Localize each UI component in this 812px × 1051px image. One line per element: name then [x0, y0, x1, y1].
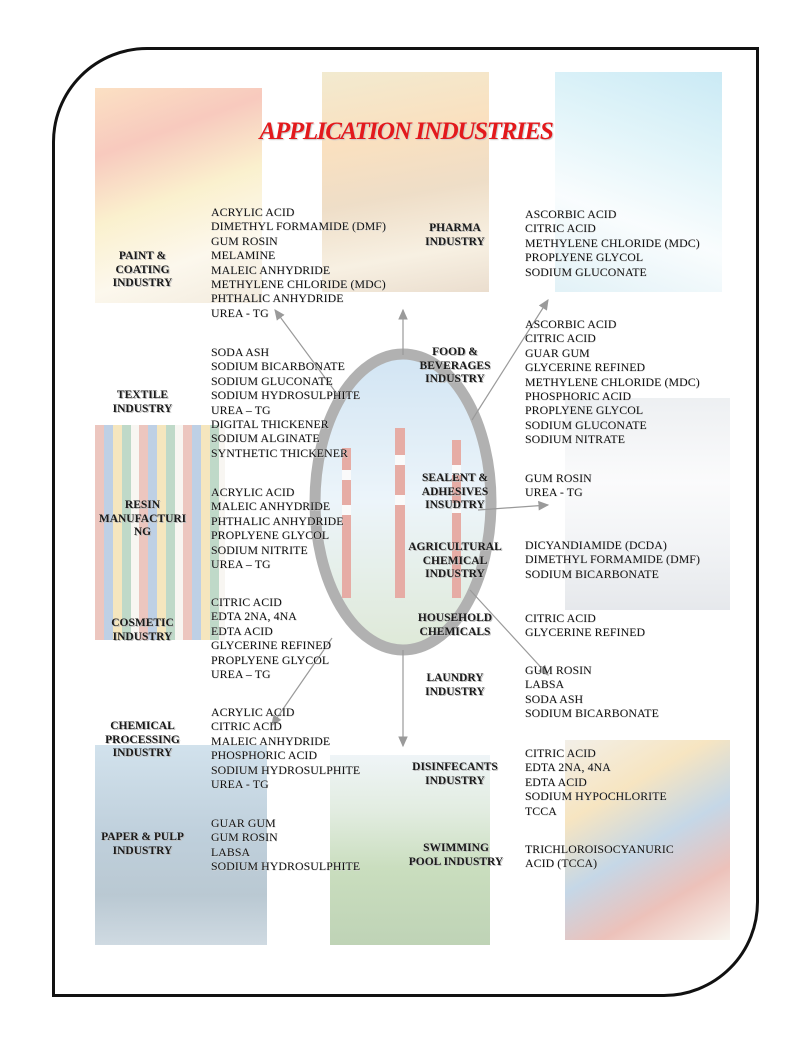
chemical-item: EDTA ACID [211, 623, 273, 638]
chemical-item: METHYLENE CHLORIDE (MDC) [525, 374, 700, 389]
industry-label-line: NG [133, 526, 152, 538]
chemical-list-household [525, 611, 645, 640]
industry-label-line: INDUSTRY [425, 373, 485, 385]
chemical-item: SODIUM BICARBONATE [211, 359, 345, 374]
chemical-list-laundry [525, 663, 659, 721]
chemical-item: ACID (TCCA) [525, 856, 598, 871]
chemical-item: ACRYLIC ACID [211, 205, 295, 219]
chemical-item: EDTA 2NA, 4NA [211, 609, 297, 624]
chemical-item: SODIUM ALGINATE [211, 431, 320, 446]
industry-label-line: INDUSTRY [112, 844, 173, 857]
chemical-item: SODA ASH [525, 691, 584, 706]
chemical-list-pharma [525, 207, 700, 279]
industry-label-line: SEALENT & [422, 472, 488, 484]
industry-label-line: INDUSTRY [112, 277, 173, 289]
chemical-item: PROPLYENE GLYCOL [525, 403, 644, 418]
industry-label-paint [95, 250, 190, 291]
chemical-item: CITRIC ACID [525, 331, 596, 346]
chemical-item: SODIUM HYDROSULPHITE [211, 388, 361, 403]
chemical-item: DICYANDIAMIDE (DCDA) [525, 538, 667, 552]
industry-label-paper-pulp [95, 831, 190, 858]
chemical-item: GUM ROSIN [211, 233, 278, 248]
chemical-item: SODIUM NITRATE [525, 432, 626, 447]
chemical-item: PROPLYENE GLYCOL [211, 652, 330, 667]
chemical-item: EDTA ACID [525, 774, 587, 789]
chemical-item: GLYCERINE REFINED [525, 360, 646, 375]
industry-label-resin [95, 499, 190, 540]
chemical-item: CITRIC ACID [525, 746, 596, 760]
chemical-item: GUM ROSIN [525, 663, 592, 677]
industry-label-line: CHEMICAL [422, 554, 488, 567]
chemical-item: PROPLYENE GLYCOL [211, 528, 330, 543]
chemical-list-chemical-processing [211, 705, 360, 791]
industry-label-line: POOL INDUSTRY [408, 855, 504, 868]
industry-label-line: RESIN [124, 499, 161, 511]
industry-label-line: BEVERAGES [419, 359, 491, 372]
chemical-item: LABSA [525, 677, 565, 692]
chemical-item: GUM ROSIN [211, 830, 278, 845]
chemical-item: GUM ROSIN [525, 471, 592, 485]
chemical-item: GUAR GUM [211, 816, 276, 830]
industry-label-line: INDUSTRY [112, 630, 173, 643]
chemical-item: ASCORBIC ACID [525, 317, 617, 331]
chemical-item: UREA – TG [211, 402, 271, 417]
industry-label-line: COSMETIC [111, 617, 174, 629]
industry-label-line: PHARMA [429, 222, 481, 234]
industry-label-line: SWIMMING [423, 842, 489, 854]
industry-label-line: INSUDTRY [425, 499, 485, 511]
chemical-item: SODIUM GLUCONATE [211, 373, 333, 388]
page-title: APPLICATION INDUSTRIES [259, 118, 553, 145]
industry-label-textile [95, 389, 190, 416]
industry-label-line: TEXTILE [116, 389, 169, 401]
chemical-item: CITRIC ACID [525, 611, 596, 625]
chemical-item: LABSA [211, 844, 251, 859]
chemical-item: SODA ASH [211, 345, 270, 359]
chemical-list-agricultural [525, 538, 700, 581]
chemical-item: SODIUM GLUCONATE [525, 417, 647, 432]
industry-label-line: INDUSTRY [112, 402, 173, 415]
chemical-item: ASCORBIC ACID [525, 207, 617, 221]
chemical-item: GUAR GUM [525, 345, 590, 360]
chemical-list-resin [211, 485, 344, 571]
industry-label-household [405, 612, 505, 639]
chemical-list-paint [211, 205, 386, 320]
chemical-item: CITRIC ACID [211, 719, 282, 734]
chemical-item: SODIUM NITRITE [211, 542, 308, 557]
industry-label-cosmetic [95, 617, 190, 644]
chemical-list-disinfectants [525, 746, 667, 818]
industry-label-line: INDUSTRY [425, 568, 485, 580]
chemical-item: PHTHALIC ANHYDRIDE [211, 291, 344, 306]
industry-label-food-beverages [405, 346, 505, 387]
chemical-item: ACRYLIC ACID [211, 485, 295, 499]
chemical-item: EDTA 2NA, 4NA [525, 760, 611, 775]
industry-label-line: PROCESSING [105, 733, 180, 746]
chemical-item: UREA - TG [525, 485, 583, 500]
industry-label-laundry [405, 672, 505, 699]
industry-label-chemical-processing [95, 720, 190, 761]
chemical-item: MELAMINE [211, 248, 276, 263]
industry-label-sealent-adhesives [405, 472, 505, 513]
industry-label-line: INDUSTRY [425, 774, 485, 787]
industry-label-pharma [405, 222, 505, 249]
chemical-item: MALEIC ANHYDRIDE [211, 733, 331, 748]
chemical-item: METHYLENE CHLORIDE (MDC) [525, 235, 700, 250]
chemical-list-cosmetic [211, 595, 331, 681]
industry-label-line: ADHESIVES [421, 485, 489, 498]
industry-label-line: DISINFECANTS [412, 761, 498, 773]
chemical-item: PHOSPHORIC ACID [525, 388, 632, 403]
chemical-item: TCCA [525, 803, 557, 818]
chemical-item: ACRYLIC ACID [211, 705, 295, 719]
industry-label-line: FOOD & [432, 346, 478, 358]
industry-label-agricultural [403, 541, 507, 582]
industry-label-line: HOUSEHOLD [417, 612, 493, 624]
chemical-item: PHTHALIC ANHYDRIDE [211, 513, 344, 528]
chemical-item: GLYCERINE REFINED [525, 625, 646, 640]
chemical-item: UREA - TG [211, 305, 269, 320]
industry-label-swimming-pool [400, 842, 512, 869]
industry-label-line: INDUSTRY [425, 685, 485, 698]
chemical-item: CITRIC ACID [525, 221, 596, 236]
chemical-item: PROPLYENE GLYCOL [525, 250, 644, 265]
chemical-item: SODIUM HYDROSULPHITE [211, 859, 361, 874]
chemical-item: MALEIC ANHYDRIDE [211, 262, 331, 277]
chemical-list-textile [211, 345, 360, 460]
chemical-item: SYNTHETIC THICKENER [211, 445, 349, 460]
chemical-item: SODIUM BICARBONATE [525, 706, 659, 721]
chemical-item: UREA – TG [211, 556, 271, 571]
chemical-item: SODIUM HYPOCHLORITE [525, 789, 667, 804]
industry-label-disinfectants [405, 761, 505, 788]
chemical-list-paper-pulp [211, 816, 360, 874]
industry-label-line: INDUSTRY [425, 235, 485, 248]
chemical-item: SODIUM HYDROSULPHITE [211, 762, 361, 777]
chemical-item: DIGITAL THICKENER [211, 416, 329, 431]
chemical-item: TRICHLOROISOCYANURIC [525, 842, 674, 856]
chemical-list-food-beverages [525, 317, 700, 447]
industry-label-line: LAUNDRY [426, 672, 484, 684]
chemical-item: MALEIC ANHYDRIDE [211, 499, 331, 514]
industry-label-line: COATING [115, 263, 170, 276]
chemical-item: GLYCERINE REFINED [211, 638, 332, 653]
industry-label-line: PAINT & [118, 250, 167, 262]
industry-label-line: CHEMICALS [419, 625, 491, 638]
chemical-item: DIMETHYL FORMAMIDE (DMF) [211, 219, 386, 234]
industry-label-line: CHEMICAL [110, 720, 175, 732]
industry-label-line: INDUSTRY [112, 747, 173, 759]
chemical-item: UREA – TG [211, 666, 271, 681]
chemical-list-sealent-adhesives [525, 471, 592, 500]
chemical-item: UREA - TG [211, 776, 269, 791]
industry-label-line: AGRICULTURAL [408, 541, 502, 553]
chemical-item: SODIUM BICARBONATE [525, 566, 659, 581]
industry-label-line: MANUFACTURI [98, 512, 187, 525]
industry-label-line: PAPER & PULP [101, 831, 184, 843]
chemical-item: SODIUM GLUCONATE [525, 264, 647, 279]
chemical-item: METHYLENE CHLORIDE (MDC) [211, 276, 386, 291]
chemical-list-swimming-pool [525, 842, 674, 871]
chemical-item: CITRIC ACID [211, 595, 282, 609]
chemical-item: DIMETHYL FORMAMIDE (DMF) [525, 552, 700, 567]
chemical-item: PHOSPHORIC ACID [211, 748, 318, 763]
